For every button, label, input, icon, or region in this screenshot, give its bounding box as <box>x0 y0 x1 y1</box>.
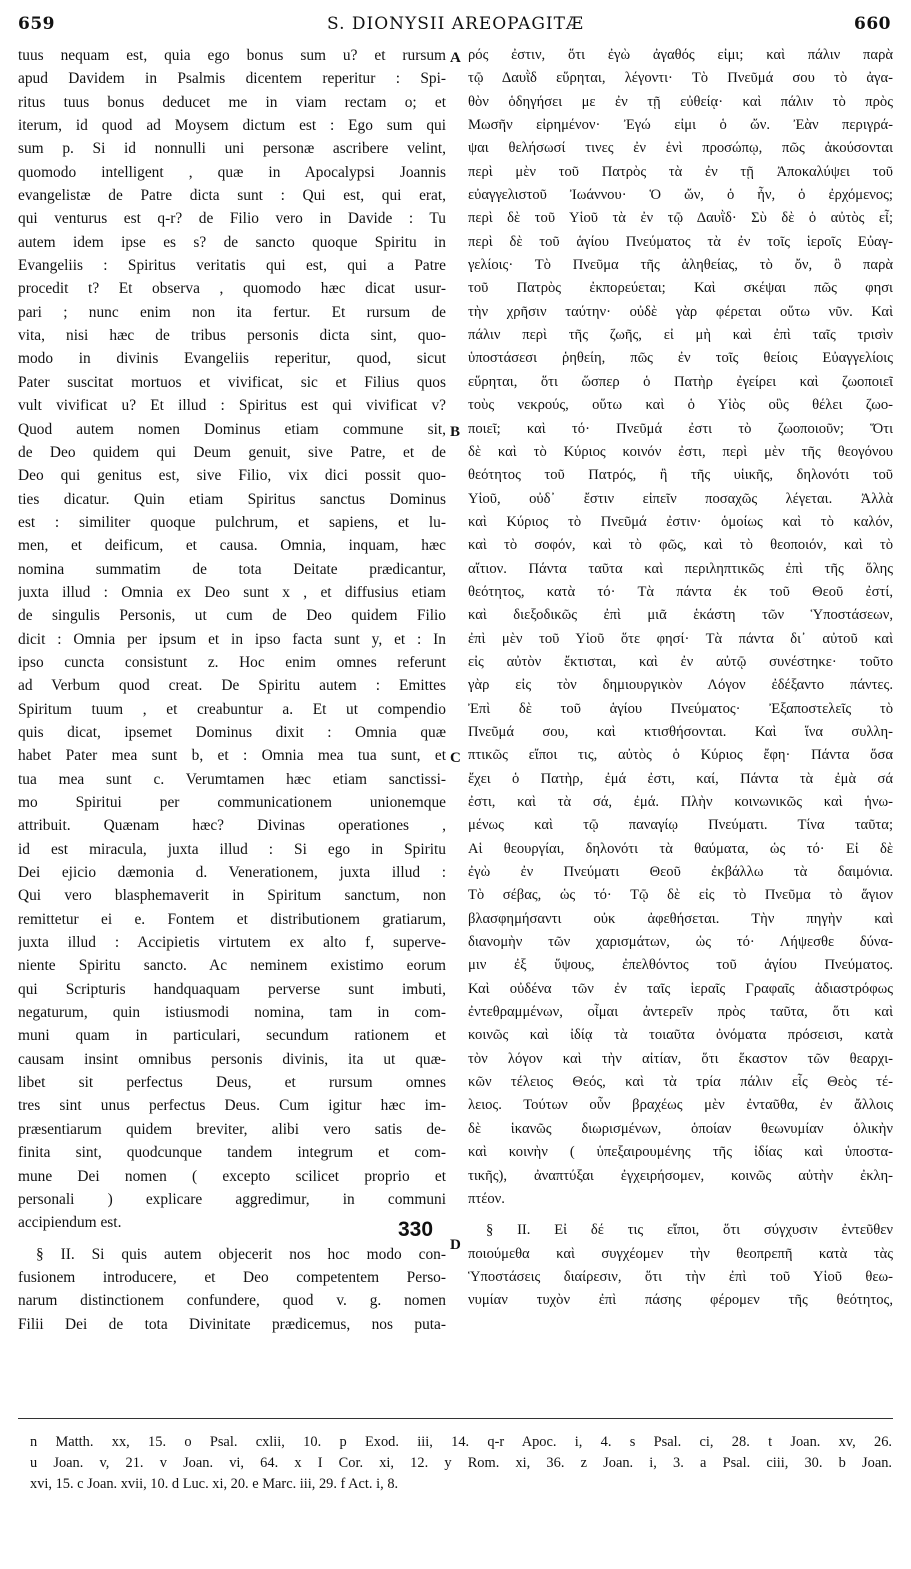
latin-text-line: vult vivificat u? Et illud : Spiritus est qui vivificat v? <box>18 397 446 415</box>
latin-text-line: fusionem introducere, et Deo competentem Perso- <box>18 1268 446 1286</box>
latin-text-line: vita, nisi hæc de tribus personis dicta sint, quo- <box>18 327 446 345</box>
margin-letter-a: A <box>450 50 461 66</box>
latin-text-line: qui Scripturis handquaquam perverse sunt imbuti, <box>18 980 446 998</box>
greek-text-line: μιν ἐξ ὕψους, ἐπελθόντος τοῦ ἁγίου Πνεύματος. <box>468 957 893 974</box>
latin-text-line: quomodo intelligent , quæ in Apocalypsi Joannis <box>18 163 446 181</box>
latin-text-line: modo in divinis Evangeliis reperitur, quod, sicut <box>18 350 446 368</box>
latin-text-line: Quod autem nomen Dominus etiam commune sit, <box>18 420 446 438</box>
latin-text-line: ipso cuncta consistunt z. Hoc enim omnes referunt <box>18 653 446 671</box>
greek-text-line: νυμίαν τυχὸν ἐπὶ πάσης φέρομεν τῆς θεότητος, <box>468 1292 893 1309</box>
latin-text-line: Dei ejicio dæmonia d. Venerationem, juxta illud : <box>18 864 446 882</box>
latin-text-line: dicit : Omnia per ipsum et in ipso facta sunt y, et : In <box>18 630 446 648</box>
latin-text-line: muni quam in particulari, secundum rationem et <box>18 1027 446 1045</box>
latin-text-line: Deo qui genitus est, sive Filio, vix dici possit quo- <box>18 467 446 485</box>
running-title: S. DIONYSII AREOPAGITÆ <box>327 14 584 34</box>
greek-text-line: δὲ καὶ τὸ Κύριος κοινόν ἐστι, περὶ μὲν τῆς θεογόνου <box>468 443 893 460</box>
latin-text-line: est : similiter quoque pulchrum, et sapiens, et lu- <box>18 513 446 531</box>
greek-text-line: τῷ Δαυῒδ εὕρηται, λέγοντι· Τὸ Πνεῦμά σου τὸ ἀγα- <box>468 70 893 87</box>
greek-text-line: ρός ἐστιν, ὅτι ἐγὼ ἀγαθός εἰμι; καὶ πάλιν παρὰ <box>468 47 893 63</box>
footnote-line: n Matth. xx, 15. o Psal. cxlii, 10. p Exod. iii, 14. q-r Apoc. i, 4. s Psal. ci, 28. t Joan. xv, 26. <box>30 1434 892 1450</box>
greek-text-line: εὐαγγελιστοῦ Ἰωάννου· Ὁ ὤν, ὁ ἦν, ὁ ἐρχόμενος; <box>468 187 893 204</box>
greek-text-line: ποιεῖ; καὶ τό· Πνεῦμά ἐστι τὸ ζωοποιοῦν; Ὅτι <box>468 420 893 437</box>
greek-text-line: Μωσῆν εἰρημένον· Ἐγώ εἰμι ὁ ὤν. Ἐὰν περιγρά- <box>468 117 893 134</box>
latin-text-line: causam insint omnibus personis divinis, ita ut quæ- <box>18 1050 446 1068</box>
margin-letter-c: C <box>450 750 461 766</box>
greek-text-line: γὰρ εἰς τὸν δημιουργικὸν Λόγον ἐδέξαντο πάντες. <box>468 677 893 694</box>
latin-text-line: apud Davidem in Psalmis dicentem reperitur : Spi- <box>18 70 446 88</box>
latin-text-line: evangelistæ de Patre dicta sunt : Qui est, qui erat, <box>18 187 446 205</box>
latin-text-line: tuus nequam est, quia ego bonus sum u? et rursum <box>18 47 446 64</box>
greek-text-line: πτέον. <box>468 1190 505 1207</box>
greek-text-line: τοῦ Πατρὸς ἐκπορεύεται; Καὶ σκέψαι πῶς φησι <box>468 280 893 297</box>
greek-text-line: θὸν ὁδηγήσει με ἐν τῇ εὐθείᾳ· καὶ πάλιν τὸ πρὸς <box>468 93 893 110</box>
greek-text-line: περὶ δὲ τοῦ ἁγίου Πνεύματος τὰ ἐν τοῖς ἱεροῖς Εὐαγ- <box>468 233 893 250</box>
footnote-line: u Joan. v, 21. v Joan. vi, 64. x I Cor. xi, 12. y Rom. xi, 36. z Joan. i, 3. a Psal. ciii, 30. b Joan. <box>30 1455 892 1471</box>
latin-text-line: tres sint unus perfectus Deus. Cum igitur hæc im- <box>18 1097 446 1115</box>
greek-text-line: αἴτιον. Πάντα ταῦτα καὶ περιληπτικῶς ἐπὶ τῆς ὅλης <box>468 560 893 577</box>
greek-text-line: ἐγὼ ἐν Πνεύματι Θεοῦ ἐκβάλλω τὰ δαιμόνια. <box>468 864 893 881</box>
latin-text-line: de Deo quidem qui Deum genuit, sive Patre, et de <box>18 443 446 461</box>
column-number: 330 <box>398 1218 434 1241</box>
latin-text-line: mune Dei nomen ( excepto scilicet proprio et <box>18 1167 446 1185</box>
greek-text-line: θεότητος, κατὰ τό· Τὰ πάντα ἐκ τοῦ Θεοῦ ἐστί, <box>468 583 893 600</box>
greek-text-line: τὴν χρῆσιν ταύτην· οὐδὲ γὰρ φέρεται οὕτω νῦν. Καὶ <box>468 303 893 320</box>
latin-text-line: ties dicatur. Quin etiam Spiritus sanctus Dominus <box>18 490 446 508</box>
greek-text-line: πάλιν περὶ τῆς ζωῆς, εἰ μὴ καὶ ἐπὶ ταῖς τρισὶν <box>468 327 893 344</box>
latin-text-line: personali ) explicare aggredimur, in communi <box>18 1190 446 1208</box>
greek-text-line: καὶ τὸ σοφόν, καὶ τὸ φῶς, καὶ τὸ θεοποιόν, καὶ τὸ <box>468 537 893 554</box>
greek-text-line: ἐπὶ μὲν τοῦ Υἱοῦ ὅτε φησί· Τὰ πάντα δι᾽ αὐτοῦ καὶ <box>468 630 893 647</box>
latin-text-line: Evangeliis : Spiritus veritatis qui est, qui a Patre <box>18 257 446 275</box>
paragraph-gap <box>468 1211 893 1219</box>
greek-text-line: κοινῶς καὶ ἰδίᾳ τὰ τοιαῦτα ὀνόματα πρόσεισι, κατὰ <box>468 1027 893 1044</box>
greek-text-line: ἔχει ὁ Πατὴρ, ἐμά ἐστι, καί, Πάντα τὰ ἐμὰ σά <box>468 770 893 787</box>
greek-text-line: Υἱοῦ, οὐδ᾽ ἔστιν εἰπεῖν ποσαχῶς λέγεται. Ἀλλὰ <box>468 490 893 507</box>
greek-text-line: § II. Εἰ δέ τις εἴποι, ὅτι σύγχυσιν ἐντεῦθεν <box>486 1222 893 1239</box>
latin-text-line: præsentiarum quidem breviter, alibi vero satis de- <box>18 1120 446 1138</box>
greek-text-line: πτικῶς εἴποι τις, αὐτὸς ὁ Κύριος ἔφη· Πάντα ὅσα <box>468 747 893 764</box>
latin-text-line: de singulis Personis, ut cum de Deo quidem Filio <box>18 607 446 625</box>
latin-text-line: ritus tuus bonus deducet me in viam rectam o; et <box>18 93 446 111</box>
latin-column <box>18 44 446 1336</box>
latin-text-line: narum distinctionem confundere, quod v. g. nomen <box>18 1292 446 1310</box>
greek-column <box>468 44 893 1313</box>
greek-text-line: καὶ διεξοδικῶς ἐπὶ μιᾶ ἑκάστη τῶν Ὑποστάσεων, <box>468 607 893 624</box>
greek-text-line: περὶ μὲν τοῦ Πατρὸς τὰ ἐν τῇ Ἀποκαλύψει τοῦ <box>468 163 893 180</box>
greek-text-line: καὶ Κύριος τὸ Πνεῦμά ἐστιν· ὁμοίως καὶ τὸ καλόν, <box>468 513 893 530</box>
latin-text-line: men, et deificum, et causa. Omnia, inquam, hæc <box>18 537 446 555</box>
latin-text-line: Spiritum tuum , et creabuntur a. Et ut compendio <box>18 700 446 718</box>
latin-text-line: iterum, id quod ad Moysem dictum est : Ego sum qui <box>18 117 446 135</box>
latin-text-line: tua mea sunt c. Verumtamen hæc etiam sanctissi- <box>18 770 446 788</box>
greek-text-line: περὶ δὲ τοῦ Υἱοῦ τὰ ἐν τῷ Δαυῒδ· Σὺ δὲ ὁ αὐτὸς εἶ; <box>468 210 893 227</box>
latin-text-line: autem idem ipse es s? de sancto quoque Spiritu in <box>18 233 446 251</box>
latin-text-line: juxta illud : Omnia ex Deo sunt x , et diffusius etiam <box>18 583 446 601</box>
greek-text-line: μένως καὶ τῷ παναγίῳ Πνεύματι. Τίνα ταῦτα; <box>468 817 893 834</box>
latin-text-line: quis dicat, ipsemet Dominus dixit : Omnia quæ <box>18 723 446 741</box>
latin-text-line: juxta illud : Accipietis virtutem ex alto f, superve- <box>18 934 446 952</box>
latin-text-line: habet Pater mea sunt b, et : Omnia mea tua sunt, et <box>18 747 446 765</box>
latin-text-line: qui venturus est q-r? de Filio vero in Davide : Tu <box>18 210 446 228</box>
greek-text-line: ἐντεθραμμένων, οἶμαι ἀντερεῖν πρὸς ταῦτα, ὅτι καὶ <box>468 1004 893 1021</box>
latin-text-line: procedit t? Et observa , quomodo hæc dicat usur- <box>18 280 446 298</box>
latin-text-line: Qui vero blasphemaverit in Spiritum sanctum, non <box>18 887 446 905</box>
greek-text-line: θεότητος τοῦ Πατρός, ἢ τῆς υἱικῆς, δηλονότι τοῦ <box>468 467 893 484</box>
right-page-number: 660 <box>854 14 891 34</box>
greek-text-line: γελίοις· Τὸ Πνεῦμα τῆς ἀληθείας, τὸ ὄν, ὃ παρὰ <box>468 257 893 274</box>
left-page-number: 659 <box>18 14 55 34</box>
latin-text-line: negaturum, quin istiusmodi nomina, tam in com- <box>18 1004 446 1022</box>
latin-text-line: sum p. Si id nonnulli uni personæ ascribere velint, <box>18 140 446 158</box>
greek-text-line: δὲ ἱκανῶς διωρισμένων, ὁποίαν θεωνυμίαν ὁλικὴν <box>468 1120 893 1137</box>
latin-text-line: mo Spiritui per communicationem unionemque <box>18 794 446 811</box>
greek-text-line: κῶν τέλειος Θεός, καὶ τὰ τρία πάλιν εἷς Θεὸς τέ- <box>468 1074 893 1091</box>
greek-text-line: λειος. Τούτων οὖν βραχέως μὲν ἐνταῦθα, ἐν ἄλλοις <box>468 1097 893 1114</box>
greek-text-line: ποιούμεθα καὶ συγχέομεν τὴν θεοπρεπῆ κατὰ τὰς <box>468 1245 893 1262</box>
greek-text-line: βλασφημήσαντι οὐκ ἀφεθήσεται. Τὴν πηγὴν καὶ <box>468 910 893 927</box>
greek-text-line: Πνεῦμά σου, καὶ κτισθήσονται. Καὶ ἵνα συλλη- <box>468 723 893 740</box>
greek-text-line: ὑποστάσεσι ῥηθείη, πῶς ἐν τοῖς θείοις Εὐαγγελίοις <box>468 350 893 367</box>
greek-text-line: τὸν λόγον καὶ τὴν αἰτίαν, ὅτι ἕκαστον τῶν θεαρχι- <box>468 1050 893 1067</box>
latin-text-line: niente Spiritu sancto. Ac neminem existimo eorum <box>18 957 446 975</box>
greek-text-line: Τὸ σέβας, ὡς τό· Τῷ δὲ εἰς τὸ Πνεῦμα τὸ ἅγιον <box>468 887 893 904</box>
latin-text-line: libet sit perfectus Deus, et rursum omnes <box>18 1074 446 1092</box>
latin-text-line: Filii Dei de tota Divinitate prædicemus, nos puta- <box>18 1315 446 1333</box>
greek-text-line: Ἐπὶ δὲ τοῦ ἁγίου Πνεύματος· Ἐξαποστελεῖς τὸ <box>468 700 893 717</box>
margin-letter-b: B <box>450 424 461 440</box>
greek-text-line: εὕρηται, ὅτι ὥσπερ ὁ Πατὴρ ἐγείρει καὶ ζωοποιεῖ <box>468 373 893 390</box>
latin-text-line: id est miracula, juxta illud : Si ego in Spiritu <box>18 840 446 858</box>
latin-text-line: Pater suscitat mortuos et vivificat, sic et Filius quos <box>18 373 446 391</box>
latin-text-line: § II. Si quis autem objecerit nos hoc modo con- <box>36 1245 446 1263</box>
latin-text-line: finita sint, quodcunque tandem integrum et com- <box>18 1144 446 1162</box>
greek-text-line: διανομὴν τῶν χαρισμάτων, ὡς τό· Λήψεσθε δύνα- <box>468 934 893 951</box>
footnotes <box>30 1432 892 1495</box>
greek-text-line: ψαι θελήσωσί τινες ἐν ἑνὶ προσώπῳ, πῶς ἀκούσονται <box>468 140 893 157</box>
greek-text-line: εἰς αὐτὸν ἔκτισται, καὶ ἐν αὐτῷ συνέστηκε· τοῦτο <box>468 653 893 670</box>
footnote-rule <box>18 1418 893 1419</box>
latin-text-line: ad Verbum quod creat. De Spiritu autem : Emittes <box>18 677 446 695</box>
footnote-line: xvi, 15. c Joan. xvii, 10. d Luc. xi, 20. e Marc. iii, 29. f Act. i, 8. <box>30 1476 399 1492</box>
latin-text-line: nomina summatim de tota Deitate prædicantur, <box>18 560 446 578</box>
greek-text-line: ἐστι, καὶ τὰ σά, ἐμά. Πλὴν κοινωνικῶς καὶ ἡνω- <box>468 794 893 810</box>
greek-text-line: Ὑποστάσεις διαίρεσιν, ὅτι τὴν ἐπὶ τοῦ Υἱοῦ θεω- <box>468 1268 893 1285</box>
latin-text-line: accipiendum est. <box>18 1214 122 1232</box>
latin-text-line: attribuit. Quænam hæc? Divinas operationes , <box>18 817 446 835</box>
paragraph-gap <box>18 1235 446 1243</box>
greek-text-line: τικῆς), ἀναπτύξαι ἐγχειρήσομεν, κοινῶς αὐτὴν ἐκλη- <box>468 1167 893 1184</box>
greek-text-line: Καὶ οὐδένα τῶν ἐν ταῖς ἱεραῖς Γραφαῖς ἀδιαστρόφως <box>468 980 893 997</box>
margin-letter-d: D <box>450 1237 461 1253</box>
greek-text-line: τοὺς νεκρούς, οὕτω καὶ ὁ Υἱὸς οὓς θέλει ζωο- <box>468 397 893 414</box>
latin-text-line: pari ; nunc enim non ita fertur. Et rursum de <box>18 303 446 321</box>
greek-text-line: καὶ κοινὴν ( ὑπεξαιρουμένης τῆς ἰδίας καὶ ὑποστα- <box>468 1144 893 1161</box>
greek-text-line: Αἱ θεουργίαι, δηλονότι τὰ θαύματα, ὡς τό· Εἰ δὲ <box>468 840 893 857</box>
latin-text-line: remittetur ei e. Fontem et distributionem gratiarum, <box>18 910 446 928</box>
